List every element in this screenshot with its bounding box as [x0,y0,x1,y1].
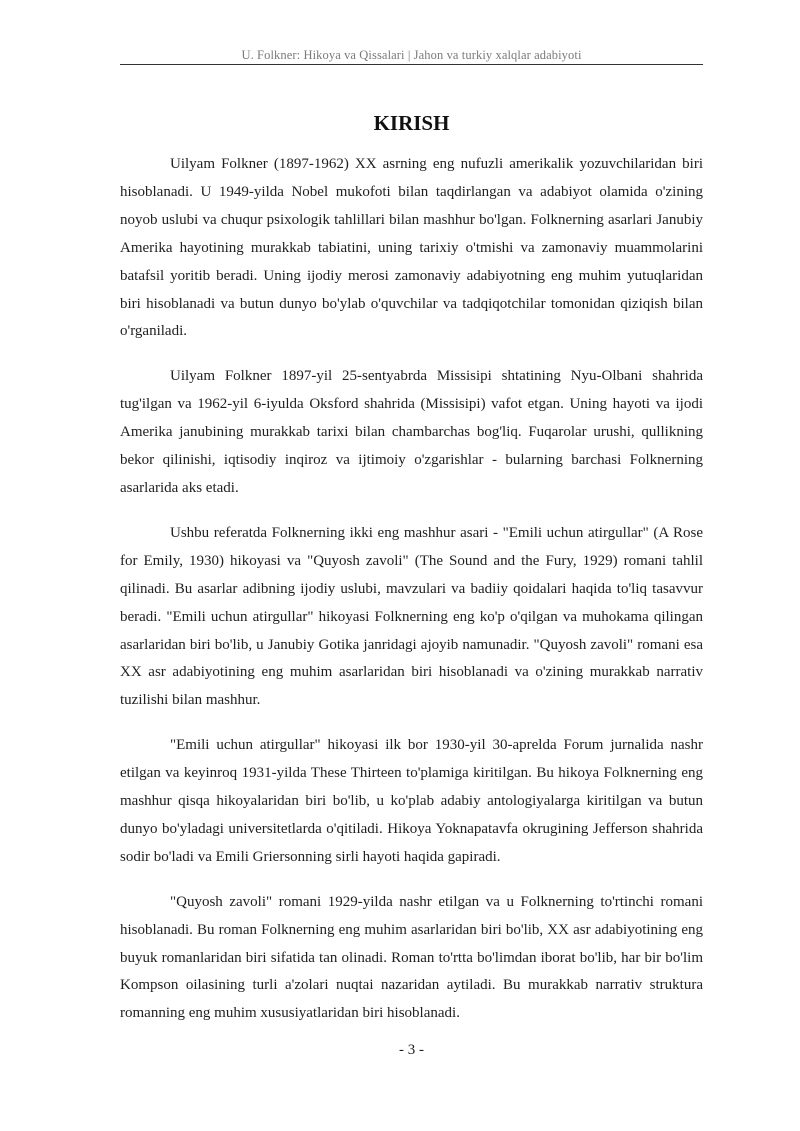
header-divider [120,64,703,65]
running-header: U. Folkner: Hikoya va Qissalari | Jahon va turkiy xalqlar adabiyoti [241,48,582,62]
paragraph-sound-and-fury: "Quyosh zavoli" romani 1929-yilda nashr etilgan va u Folknerning to'rtinchi romani hisoblanadi. Bu roman Folknerning eng muhim asarlaridan biri bo'lib, XX asr adabiyotining eng buyuk romanlaridan biri sifatida tan olinadi. Roman to'rtta bo'limdan iborat bo'lib, har bir bo'lim Kompson oilasining turli a'zolari nuqtai nazaridan aytiladi. Bu murakkab narrativ struktura romanning eng muhim xususiyatlaridan biri hisoblanadi. [120,893,703,1022]
body-text [120,151,703,1045]
paragraph-biography: Uilyam Folkner 1897-yil 25-sentyabrda Missisipi shtatining Nyu-Olbani shahrida tug'ilgan va 1962-yil 6-iyulda Oksford shahrida (Missisipi) vafot etgan. Uning hayoti va ijodi Amerika janubining murakkab tarixi bilan chambarchas bog'liq. Fuqarolar urushi, qullikning bekor qilinishi, iqtisodiy inqiroz va ijtimoiy o'zgarishlar - bularning barchasi Folknerning asarlarida aks etadi. [120,368,703,496]
paragraph-intro: Uilyam Folkner (1897-1962) XX asrning eng nufuzli amerikalik yozuvchilaridan biri hisoblanadi. U 1949-yilda Nobel mukofoti bilan taqdirlangan va adabiyot olamida o'zining noyob uslubi va chuqur psixologik tahlillari bilan mashhur bo'lgan. Folknerning asarlari Janubiy Amerika hayotining murakkab tabiatini, uning tarixiy o'tmishi va zamonaviy muammolarini batafsil yoritib beradi. Uning ijodiy merosi zamonaviy adabiyotning eng muhim yutuqlaridan biri hisoblanadi va butun dunyo bo'ylab o'quvchilar va tadqiqotchilar tomonidan qiziqish bilan o'rganiladi. [120,156,703,340]
paragraph-scope: Ushbu referatda Folknerning ikki eng mashhur asari - "Emili uchun atirgullar" (A Rose for Emily, 1930) hikoyasi va "Quyosh zavoli" (The Sound and the Fury, 1929) romani tahlil qilinadi. Bu asarlar adibning ijodiy uslubi, mavzulari va badiiy qoidalari haqida to'liq tasavvur beradi. "Emili uchun atirgullar" hikoyasi Folknerning eng ko'p o'qilgan va muhokama qilingan asarlaridan biri bo'lib, u Janubiy Gotika janridagi ajoyib namunadir. "Quyosh zavoli" romani esa XX asr adabiyotining eng muhim asarlaridan biri hisoblanadi va o'zining murakkab narrativ tuzilishi bilan mashhur. [120,524,703,709]
section-title: KIRISH [373,111,450,135]
page-number: - 3 - [399,1042,424,1058]
paragraph-emily: "Emili uchun atirgullar" hikoyasi ilk bor 1930-yil 30-aprelda Forum jurnalida nashr etilgan va keyinroq 1931-yilda These Thirteen to'plamiga kiritilgan. Bu hikoya Folknerning eng mashhur qisqa hikoyalaridan biri bo'lib, u ko'plab adabiy antologiyalarga kiritilgan va butun dunyo bo'yladagi universitetlarda o'qitiladi. Hikoya Yoknapatavfa okrugining Jefferson shahrida sodir bo'ladi va Emili Griersonning sirli hayoti haqida gapiradi. [120,737,703,865]
